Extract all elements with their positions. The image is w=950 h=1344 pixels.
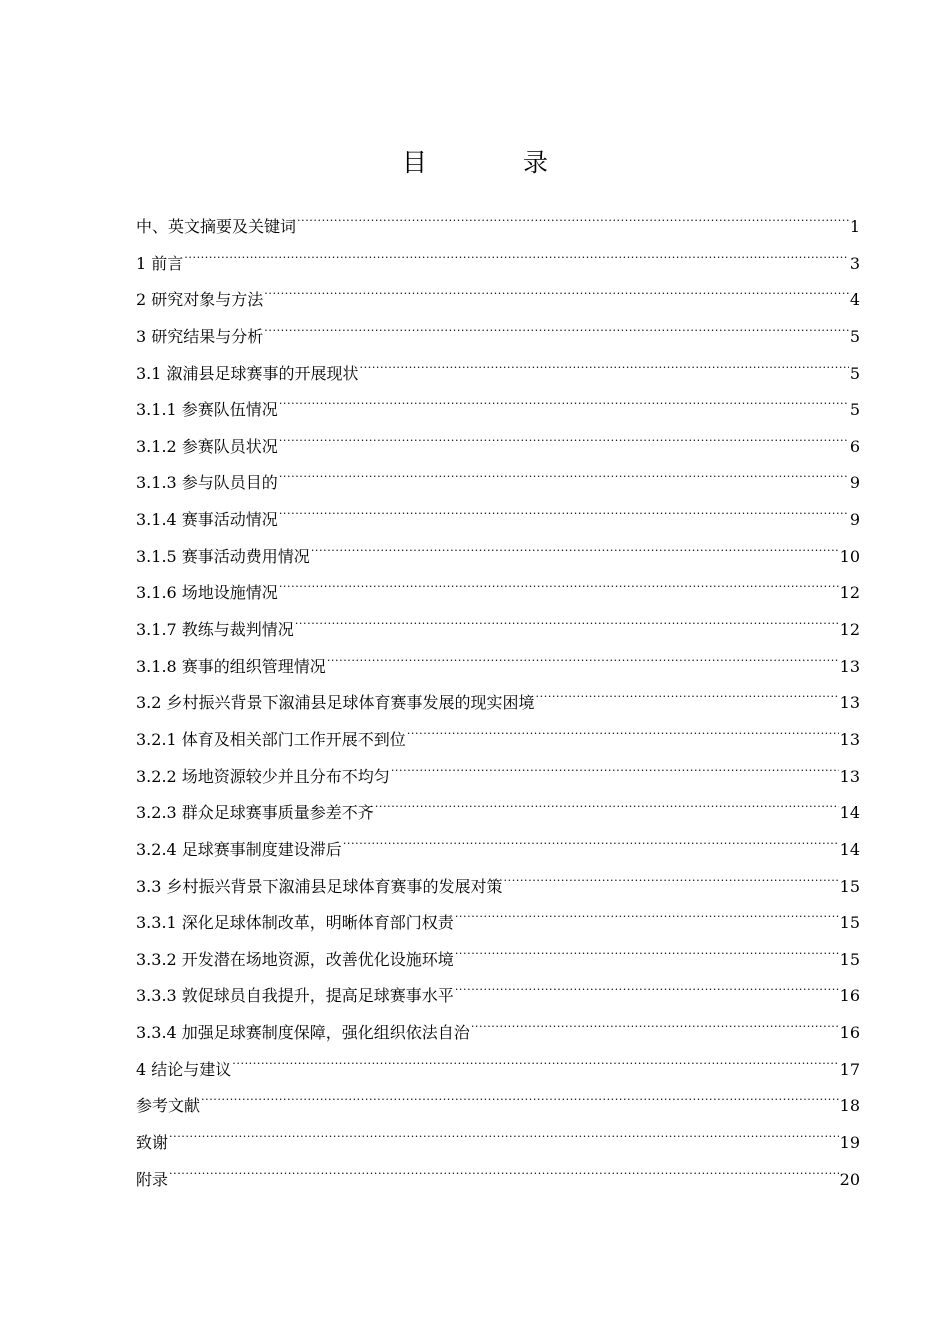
toc-entry-label: 3.2 乡村振兴背景下溆浦县足球体育赛事发展的现实困境 [136, 693, 535, 713]
toc-entry-page: 16 [839, 1023, 860, 1043]
dot-leader [391, 746, 839, 782]
toc-entry-page: 3 [849, 253, 860, 273]
toc-entry-label: 4 结论与建议 [136, 1059, 232, 1079]
toc-entry-label: 3.1.7 教练与裁判情况 [136, 620, 294, 640]
dot-leader [279, 562, 839, 598]
toc-entry-label: 3.3.1 深化足球体制改革，明晰体育部门权责 [136, 913, 454, 933]
toc-entry-page: 13 [839, 656, 860, 676]
dot-leader [455, 892, 839, 928]
toc-entry-page: 12 [839, 620, 860, 640]
toc-entry-page: 9 [849, 473, 860, 493]
toc-entry-label: 致谢 [136, 1133, 169, 1153]
dot-leader [343, 819, 839, 855]
dot-leader [455, 929, 839, 965]
toc-entry-page: 16 [839, 986, 860, 1006]
toc-entry-page: 13 [839, 693, 860, 713]
dot-leader [311, 526, 839, 562]
toc-entry-label: 3.1.4 赛事活动情况 [136, 510, 278, 530]
dot-leader [201, 1075, 839, 1111]
dot-leader [471, 1002, 839, 1038]
toc-entry-page: 15 [839, 876, 860, 896]
toc-entry-page: 14 [839, 839, 860, 859]
toc-entry-label: 3.2.2 场地资源较少并且分布不均匀 [136, 766, 390, 786]
dot-leader [407, 709, 839, 745]
dot-leader [279, 379, 849, 415]
toc-list [136, 196, 860, 1189]
toc-entry-label: 2 研究对象与方法 [136, 290, 264, 310]
toc-entry-label: 3.3 乡村振兴背景下溆浦县足球体育赛事的发展对策 [136, 876, 503, 896]
toc-entry[interactable] [136, 1149, 860, 1189]
dot-leader [279, 416, 849, 452]
dot-leader [279, 452, 849, 488]
toc-entry-page: 4 [849, 290, 860, 310]
page-title: 目 录 [402, 148, 592, 177]
toc-entry-label: 3.1.6 场地设施情况 [136, 583, 278, 603]
toc-entry-label: 3.1 溆浦县足球赛事的开展现状 [136, 363, 359, 383]
dot-leader [455, 965, 839, 1001]
dot-leader [184, 233, 849, 269]
dot-leader [169, 1112, 839, 1148]
dot-leader [295, 599, 839, 635]
toc-entry-label: 1 前言 [136, 253, 184, 273]
toc-entry-page: 19 [839, 1133, 860, 1153]
toc-entry-label: 中、英文摘要及关键词 [136, 217, 297, 236]
toc-entry-page: 6 [849, 436, 860, 456]
toc-entry-page: 10 [839, 546, 860, 566]
toc-entry-label: 3 研究结果与分析 [136, 326, 264, 346]
toc-entry-page: 12 [839, 583, 860, 603]
toc-entry-label: 3.2.1 体育及相关部门工作开展不到位 [136, 729, 406, 749]
toc-entry-page: 17 [839, 1059, 860, 1079]
dot-leader [169, 1149, 839, 1185]
toc-entry-label: 3.1.2 参赛队员状况 [136, 436, 278, 456]
toc-entry-page: 14 [839, 803, 860, 823]
toc-entry[interactable] [136, 196, 860, 236]
dot-leader [504, 856, 839, 892]
toc-entry[interactable] [136, 1039, 860, 1079]
toc-entry-page: 5 [849, 326, 860, 346]
dot-leader [327, 636, 839, 672]
toc-entry[interactable] [136, 269, 860, 310]
dot-leader [536, 672, 839, 708]
toc-entry-page: 1 [849, 217, 860, 236]
toc-entry-label: 3.3.4 加强足球赛制度保障，强化组织依法自治 [136, 1023, 470, 1043]
toc-entry-page: 20 [839, 1169, 860, 1189]
dot-leader [232, 1039, 838, 1075]
toc-entry-label: 3.3.3 敦促球员自我提升，提高足球赛事水平 [136, 986, 454, 1006]
dot-leader [279, 489, 849, 525]
toc-entry-page: 13 [839, 729, 860, 749]
dot-leader [375, 782, 839, 818]
toc-entry-label: 3.1.8 赛事的组织管理情况 [136, 656, 326, 676]
dot-leader [360, 343, 849, 379]
toc-entry-page: 5 [849, 363, 860, 383]
toc-entry[interactable] [136, 1112, 860, 1153]
toc-entry-label: 3.1.5 赛事活动费用情况 [136, 546, 310, 566]
toc-entry-page: 5 [849, 400, 860, 420]
toc-entry-label: 附录 [136, 1169, 169, 1189]
toc-entry-page: 15 [839, 913, 860, 933]
toc-entry[interactable] [136, 1075, 860, 1116]
toc-entry-page: 9 [849, 510, 860, 530]
toc-entry-label: 3.2.3 群众足球赛事质量参差不齐 [136, 803, 374, 823]
toc-entry-label: 3.1.3 参与队员目的 [136, 473, 278, 493]
toc-entry-label: 3.3.2 开发潜在场地资源，改善优化设施环境 [136, 949, 454, 969]
toc-entry-label: 3.2.4 足球赛事制度建设滞后 [136, 839, 342, 859]
dot-leader [264, 269, 849, 305]
dot-leader [264, 306, 849, 342]
dot-leader [297, 196, 849, 232]
toc-entry[interactable] [136, 233, 860, 273]
toc-entry-label: 3.1.1 参赛队伍情况 [136, 400, 278, 420]
toc-entry-page: 15 [839, 949, 860, 969]
toc-entry-page: 18 [839, 1096, 860, 1116]
toc-entry-label: 参考文献 [136, 1096, 201, 1116]
toc-entry-page: 13 [839, 766, 860, 786]
